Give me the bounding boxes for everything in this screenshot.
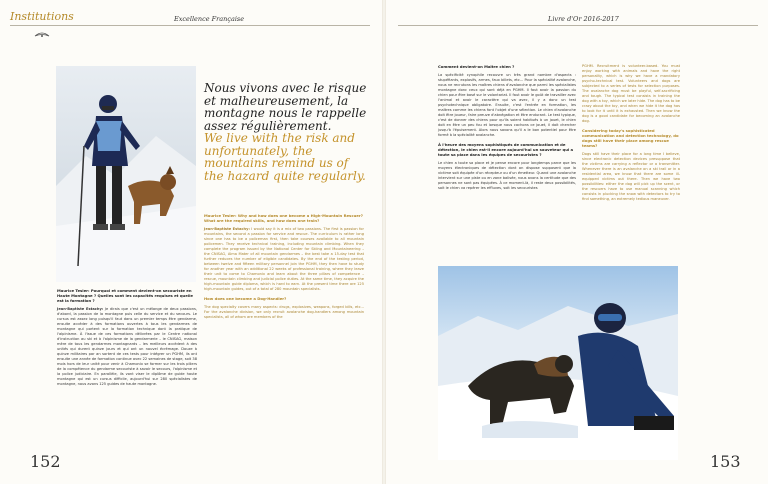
interview-question-en-2: How does one become a Dog-Handler? [204,296,287,301]
pull-quote-english: We live with the risk and unfortunately, the mountains remind us of the hazard quite regularly. [204,131,366,183]
answer-text-en-2: The dog specialty covers many aspects: drugs, explosives, weapons, forged bills, etc... For the avalanche division, we only recruit avalanche dog-handlers among mountain specialists, all of whom are members of the [204,305,364,319]
answer-text-dog-en: PGHM. Recruitment is volunteer-based. You must enjoy working with animals and have the right personality, which is why we have a mandatory psycho-technical test. Volunteers and dogs are subjected to a series of tests for selection purposes. The avalanche dog must be playful, self-sacrificing and tough. The typical test consists in training the dog with a toy, which we later hide. The dog has to be crazy about the toy, and when we hide it the dog has to look for it until it is exhausted. Then we know the dog is a good candidate for becoming an avalanche dog. [582,64,680,123]
right-column-french [438,64,576,191]
pull-quote-french: Nous vivons avec le risque et malheureusement, la montagne nous le rappelle assez régulièrement. [204,81,367,133]
answer-text: Je dirais que c'est un mélange de deux passions, d'abord, la passion de la montagne puis celle du service et du secours. Le cursus est assez long puisqu'il faut dans un premier temps être gendarme, ensuite accéder à des formations ouvertes à tous les gendarmes de montagne qui portent sur la formation technique dont la pratique de l'alpinisme. À l'issue de ces formations délivrées par le Centre national d'instruction au ski et à l'alpinisme de la gendarmerie – le CNISAG, maison mère de tous les gendarmes montagnards – les meilleurs accèdent à des unités qui durent quinze jours et qui ont un nouvel écrémage. Douze à quinze militaires par an sortent de ces tests pour intégrer un PGHM, ils ont ensuite une année de formation continue avec 22 semaines de stage, soit 38 mois hors de leur unité pour venir à Chamonix se former sur les trois piliers de la compétence du gendarme secouriste à savoir le secours, l'alpinisme et la police judiciaire. En parallèle, ils vont viser le diplôme de guide haute montagne qui est un cursus difficile, aujourd'hui sur 280 spécialistes de montagne, nous avons 125 guides de haute montagne. [57,307,198,386]
page-gutter [382,0,386,484]
left-column-english [204,213,364,320]
interview-question-dog: Comment devient-on Maître chien ? [438,64,515,69]
avalanche-dog-photo [438,266,678,460]
right-column-english [582,64,680,202]
header-rule-right [398,25,758,26]
answer-text-tech-en: Dogs still have their place for a long time I believe, since electronic detection devices presuppose that the victims are carrying a reflector or a transmitter. Whenever there is an avalanche on a ski trail or in a residential area, we know that there are some ill-equipped victims out there. Then we have two possibilities: either the dog will pick up the scent, or the rescuers have to use manual scanning which consists in plucking the snow with detectors to try to find something, an extremely tedious maneuver. [582,152,680,201]
answer-text-tech: Le chien a toute sa place et je pense encore pour longtemps parce que les moyens électroniques de détection dont on dispose supposent que la victime soit équipée d'un récepteur ou d'un émetteur. Quand une avalanche intervient sur une piste ou en zone balisée, nous avons la certitude que des personnes ne sont pas équipées. À ce moment-là, il reste deux possibilités, soit le chien va repérer les effluves, soit les secouristes [438,161,576,190]
interview-question-tech-en: Considering today's sophisticated communication and detection technology, do dogs still have their place among rescue teams? [582,128,679,148]
answer-text-dog: La spécificité cynophile recouvre un très grand nombre d'aspects : stupéfiants, explosifs, armes, faux billets, etc... Pour la spécialité avalanche, nous ne recrutons les maîtres chiens d'avalanche que parmi les spécialistes montagne donc ceux qui sont déjà en PGHM. Il faut avoir la passion du chien pour être basé sur le volontariat. Il faut avoir le goût de travailler avec l'animal et avoir le caractère qui va avec, il y a donc un test psychotechnique obligatoire. Ensuite, c'est l'entrée en formation, les maîtres comme les chiens font l'objet d'une sélection. Le chien d'avalanche doit être joueur, faire preuve d'abnégation et être endurant. Le test typique, c'est de donner des chiens pour qu'ils soient habitués à un jouet, le chien doit en être un peu fou et lorsque nous cachons ce jouet, il doit chercher jusqu'à l'épuisement. Alors nous savons qu'il a le bon potentiel pour être formé à la spécialité avalanche. [438,73,576,137]
page-number-right: 153 [710,452,741,471]
interview-question-en: Maurice Tesler: Why and how does one become a High-Mountain Rescuer? What are the required skills, and how does one train? [204,213,363,223]
page-number-left: 152 [30,452,61,471]
skier-rescue-photo [56,66,196,282]
answer-text-en: I would say it is a mix of two passions. The first is passion for mountains, the second a passion for service and rescue. The curriculum is rather long since one has to be a policeman first, then take courses available to all mountain policemen. They receive technical training, including mountain climbing. When they complete the program issued by the National Center for Skiing and Mountaineering – the CNISAG, Alma Mater of all mountain gendarmes – the best take a 15-day test that further reduces the number of eligible candidates. By the end of the testing period, between twelve and fifteen military personnel join the PGHM, they then have to study for another year with an additional 22 weeks of professional training, where they leave their unit to come to Chamonix and learn about the three pillars of competence – rescue, mountain climbing and judicial police duties. At the same time, they acquire the high-mountain guide diploma, which is hard to earn. At the present time there are 125 high-mountain guides, out of a total of 280 mountain specialists. [204,227,364,291]
interview-question: Maurice Tesler: Pourquoi et comment devient-on secouriste en Haute Montagne ? Quelles sont les capacités requises et quelle est la formation ? [57,288,193,303]
header-title-right: Livre d'Or 2016-2017 [548,15,619,23]
answer-speaker-en: Jean-Baptiste Estachy: [204,227,250,231]
header-title-left: Excellence Française [174,15,245,23]
section-tab: Institutions [10,10,74,23]
left-column-french [57,288,197,387]
header-rule-left [10,25,370,26]
flourish-emblem-icon [34,30,50,40]
interview-question-tech: À l'heure des moyens sophistiqués de communication et de détection, le chien est-il encore aujourd'hui un sauveteur qui a toute sa place dans les équipes de secouristes ? [438,142,574,157]
answer-speaker: Jean-Baptiste Estachy: [57,307,104,311]
